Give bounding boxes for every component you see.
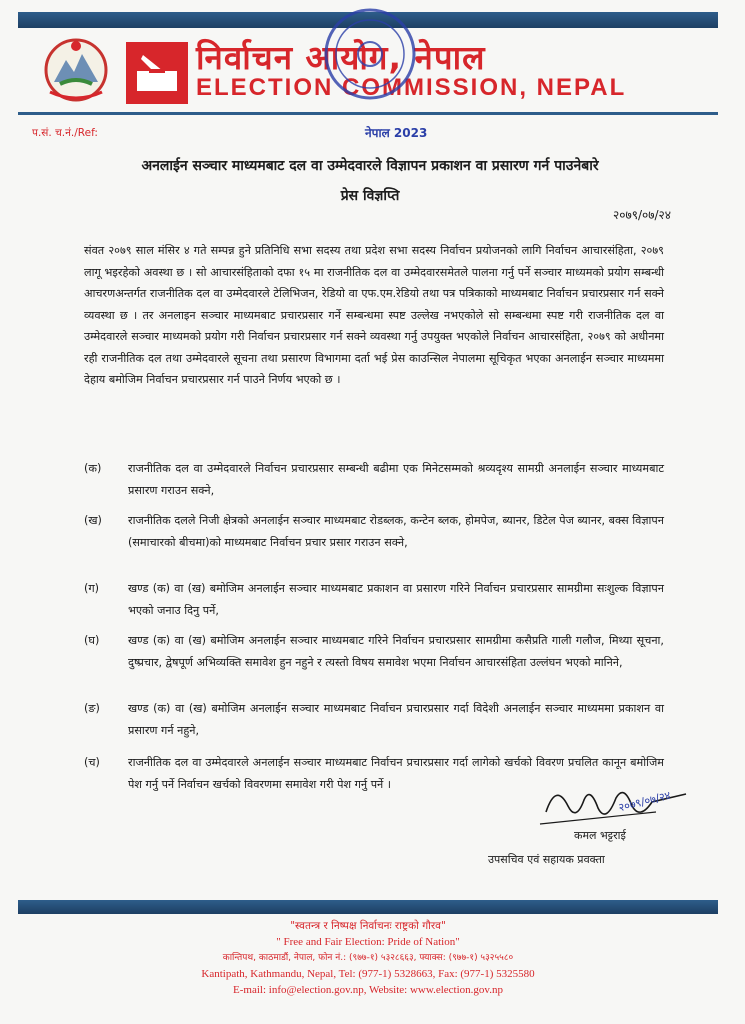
footer [18,918,718,998]
footer-slogan-english: " Free and Fair Election: Pride of Nation" [276,936,460,948]
list-item-marker: (ख) [84,514,102,527]
list-item-text: राजनीतिक दलले निजी क्षेत्रको अनलाईन सञ्चार माध्यमबाट रोडब्लक, कन्टेन ब्लक, होमपेज, ब्यानर, डिटेल पेज ब्यानर, बक्स विज्ञापन (समाचारको बीचमा)को माध्यमबाट निर्वाचन प्रचार प्रसार गराउन सक्ने, [128,514,664,549]
signer-name: कमल भट्टराई [574,829,626,842]
footer-slogan-nepali: "स्वतन्त्र र निष्पक्ष निर्वाचनः राष्ट्रको गौरव" [290,920,446,932]
reference-label: प.सं. च.नं./Ref: [32,127,98,139]
election-commission-logo-icon [126,42,188,104]
body-paragraph: संवत २०७९ साल मंसिर ४ गते सम्पन्न हुने प्रतिनिधि सभा सदस्य तथा प्रदेश सभा सदस्य निर्वाचन प्रयोजनको लागि निर्वाचन आचारसंहिता, २०७९ लागू भइरहेको अवस्था छ । सो आचारसंहिताको दफा १५ मा राजनीतिक दल वा उम्मेदवारसमेतले पालना गर्नु पर्ने सञ्चार माध्यमको प्रयोग सम्बन्धी आचरणअन्तर्गत राजनीतिक दल वा उम्मेदवारले टेलिभिजन, रेडियो वा एफ.एम.रेडियो तथा पत्र पत्रिकाको माध्यमबाट निर्वाचन प्रचारप्रसार गर्न सक्ने व्यवस्था छ । तर अनलाइन सञ्चार माध्यमबाट प्रचारप्रसार गर्ने सम्बन्धमा स्पष्ट उल्लेख नभएकोले सो सम्बन्धमा स्पष्ट गरी राजनीतिक दल वा उम्मेदवारले सञ्चार माध्यमको प्रयोग गरी निर्वाचन प्रचारप्रसार गर्न सक्ने व्यवस्था गर्नु उपयुक्त भएकोले निर्वाचन आचारसंहिता, २०७९ को अधीनमा रही राजनीतिक दल तथा उम्मेदवारले सूचना तथा प्रसारण विभागमा दर्ता भई प्रेस काउन्सिल नेपालमा सूचिकृत भएका अनलाईन सञ्चार माध्यममा देहाय बमोजिम निर्वाचन प्रचारप्रसार गर्न पाउने निर्णय भएको छ । [84,244,664,386]
document-date: २०७९/०७/२४ [612,208,671,222]
list-item-text: खण्ड (क) वा (ख) बमोजिम अनलाईन सञ्चार माध्यमबाट प्रकाशन वा प्रसारण गरिने निर्वाचन प्रचारप्रसार सामग्रीमा सःशुल्क विज्ञापन भएको जनाउ दिनु पर्ने, [128,582,664,617]
footer-address-english: Kantipath, Kathmandu, Nepal, Tel: (977-1) 5328663, Fax: (977-1) 5325580 [201,968,535,980]
footer-contact: E-mail: info@election.gov.np, Website: www.election.gov.np [233,984,503,996]
org-name-english: ELECTION COMMISSION, NEPAL [196,74,627,101]
list-item-marker: (च) [84,756,100,769]
list-item-marker: (क) [84,462,102,475]
list-item-text: खण्ड (क) वा (ख) बमोजिम अनलाईन सञ्चार माध्यमबाट गरिने निर्वाचन प्रचारप्रसार सामग्रीमा कसैप्रति गाली गलौज, मिथ्या सूचना, दुष्प्रचार, द्वेषपूर्ण अभिव्यक्ति समावेश हुन नहुने र त्यस्तो विषय समावेश भएमा निर्वाचन आचारसंहिता उल्लंघन भएको मानिने, [128,634,664,669]
list-item-text: राजनीतिक दल वा उम्मेदवारले निर्वाचन प्रचारप्रसार सम्बन्धी बढीमा एक मिनेटसम्मको श्रव्यदृश्य सामग्री अनलाईन सञ्चार माध्यमबाट प्रसारण गराउन सक्ने, [128,462,664,497]
document-subheading: प्रेस विज्ञप्ति [340,188,400,204]
list-item-marker: (ङ) [84,702,100,715]
nepal-emblem-icon [40,32,112,104]
list-item-marker: (ग) [84,582,100,595]
list-item-text: राजनीतिक दल वा उम्मेदवारले अनलाईन सञ्चार माध्यमबाट निर्वाचन प्रचारप्रसार गर्दा लागेको खर्चको विवरण प्रचलित कानून बमोजिम पेश गर्नु पर्ने निर्वाचन खर्चको विवरणमा समावेश गरी पेश गर्नु पर्ने । [128,756,664,791]
signer-title: उपसचिव एवं सहायक प्रवक्ता [488,853,605,866]
list-item-marker: (घ) [84,634,100,647]
stamp-text: नेपाल 2023 [365,126,428,140]
footer-address-nepali: कान्तिपथ, काठमाडौं, नेपाल, फोन नं.: (९७७-१) ५३२८६६३, फ्याक्स: (९७७-१) ५३२५५८० [222,953,514,963]
official-seal-stamp [320,4,420,104]
org-name-nepali: निर्वाचन आयोग, नेपाल [196,38,486,77]
list-item-text: खण्ड (क) वा (ख) बमोजिम अनलाईन सञ्चार माध्यमबाट निर्वाचन प्रचारप्रसार गर्दा विदेशी अनलाईन सञ्चार माध्यममा प्रकाशन वा प्रसारण गर्न नहुने, [128,702,664,737]
document-heading: अनलाईन सञ्चार माध्यमबाट दल वा उम्मेदवारले विज्ञापन प्रकाशन वा प्रसारण गर्न पाउनेबारे [141,158,599,174]
signature-date: २०७९/०७/२४ [617,788,672,815]
bottom-color-band [18,900,718,914]
